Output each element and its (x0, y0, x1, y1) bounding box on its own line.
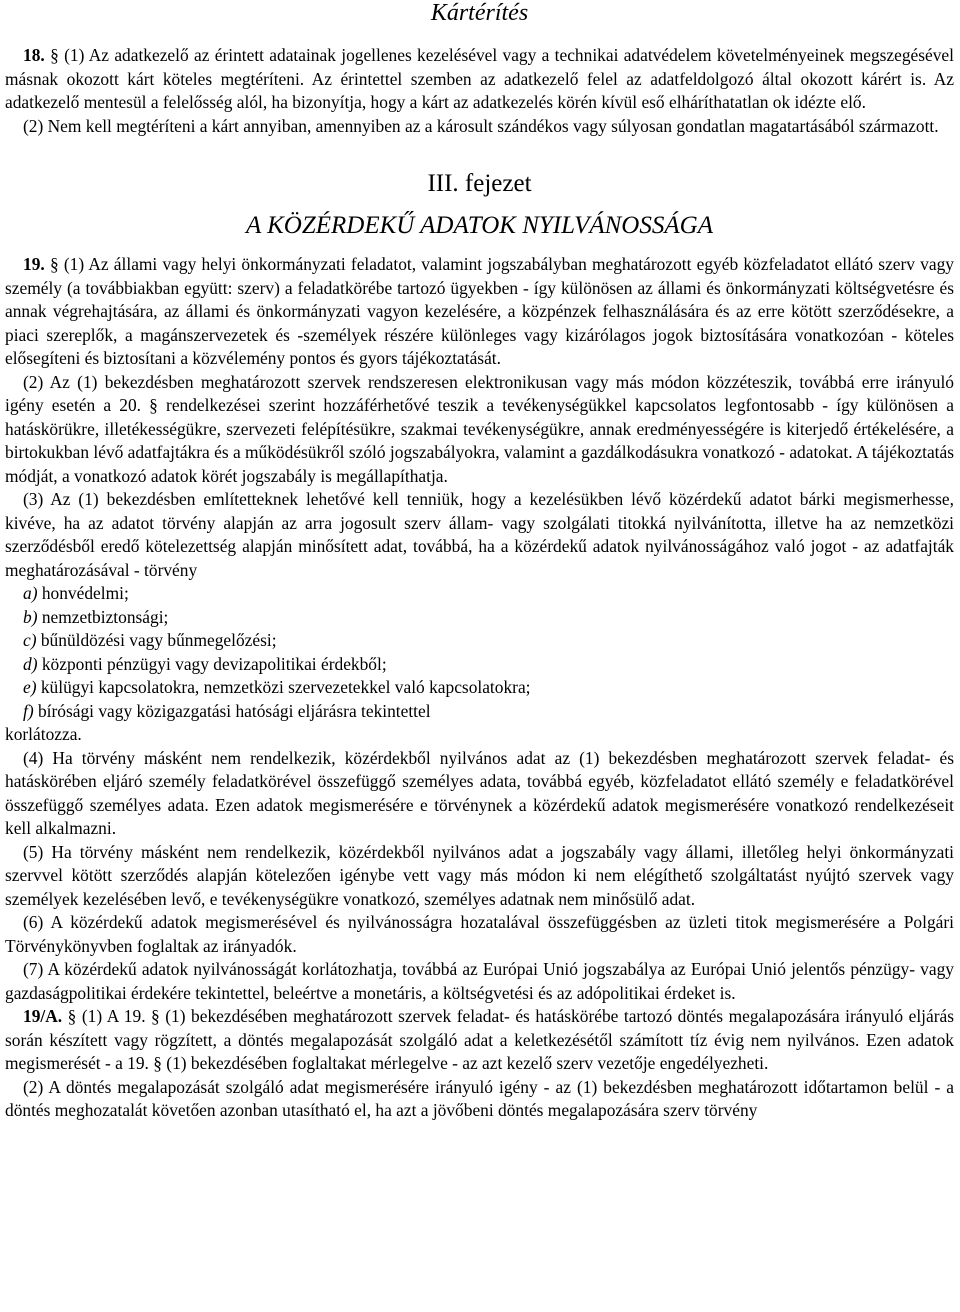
list-item-mark: c) (23, 630, 37, 650)
list-item (5, 700, 954, 724)
list-item (5, 653, 954, 677)
list-item (5, 629, 954, 653)
section-number-18: 18. (23, 45, 45, 65)
list-item-mark: f) (23, 700, 34, 721)
list-item-text: külügyi kapcsolatokra, nemzetközi szervezetekkel való kapcsolatokra; (36, 677, 531, 697)
list-item-text: központi pénzügyi vagy devizapolitikai érdekből; (37, 653, 387, 674)
paragraph-19-5: (5) Ha törvény másként nem rendelkezik, közérdekből nyilvános adat a jogszabály vagy állami, illetőleg helyi önkormányzati szervvel kötött szerződés alapján kötelezően igénybe vett vagy más módon ki nem elégíthető szolgáltatást nyújtó szervek vagy személyek kezelésében levő, e tevékenységükre vonatkozó, személyes adatnak nem minősülő adat. (5, 841, 954, 909)
paragraph-18-1-text: § (1) Az adatkezelő az érintett adatainak jogellenes kezelésével vagy a technikai adatvédelem követelményeinek megszegésével másnak okozott kárt köteles megtéríteni. Az érintettel szemben az adatkezelő felel az adatfeldolgozó által okozott kárért is. Az adatkezelő mentesül a felelősség alól, ha bizonyítja, hogy a kárt az adatkezelés körén kívül eső elháríthatatlan ok idézte elő. (5, 45, 954, 112)
paragraph-19-7: (7) A közérdekű adatok nyilvánosságát korlátozhatja, továbbá az Európai Unió jogszabálya az Európai Unió jelentős pénzügy- vagy gazdaságpolitikai érdekére tekintettel, beleértve a monetáris, a költségvetési és az adópolitikai érdeket is. (5, 959, 954, 1003)
paragraph-19a-2: (2) A döntés megalapozását szolgáló adat megismerésére irányuló igény - az (1) bekezdésben meghatározott időtartamon belül - a döntés meghozatalát követően azonban utasítható el, ha azt a jövőbeni döntés megalapozására szerv törvény (5, 1076, 954, 1120)
paragraph-19a-1-text: § (1) A 19. § (1) bekezdésében meghatározott szervek feladat- és hatáskörébe tartozó döntés megalapozására irányuló eljárás során készített vagy rögzített, a döntés megalapozását szolgáló adat a keletkezésétől számított tíz évig nem nyilvános. Ezen adatok megismerését - a 19. § (1) bekezdésében foglaltakat mérlegelve - az azt kezelő szerv vezetője engedélyezheti. (5, 1006, 954, 1073)
list-item-text: honvédelmi; (37, 583, 129, 603)
list-item-mark: e) (23, 677, 37, 697)
paragraph-19-2: (2) Az (1) bekezdésben meghatározott szervek rendszeresen elektronikusan vagy más módon közzéteszik, továbbá erre irányuló igény esetén a 20. § rendelkezései szerint hozzáférhetővé teszik a tevékenységükkel kapcsolatos legfontosabb - így különösen a hatáskörükre, illetékességükre, szervezeti felépítésükre, szakmai tevékenységükre, annak eredményességére is kiterjedő értékelésére, a birtokukban lévő adatfajtákra és a működésükről szóló jogszabályokra, valamint a gazdálkodásukra vonatkozó - adatokat. A tájékoztatás módját, a vonatkozó adatok körét jogszabály is megállapíthatja. (5, 371, 954, 486)
list-item-text: nemzetbiztonsági; (37, 606, 169, 627)
paragraph-18-1 (5, 44, 954, 115)
list-conclusion: korlátozza. (5, 724, 82, 744)
list-item-mark: b) (23, 606, 38, 627)
list-item-mark: d) (23, 653, 38, 674)
paragraph-19a-1 (5, 1005, 954, 1076)
chapter-number: III. fejezet (427, 170, 532, 197)
paragraph-19-4: (4) Ha törvény másként nem rendelkezik, közérdekből nyilvános adat az (1) bekezdésben meghatározott szervek feladat- és hatáskörében eljáró személy feladatkörével összefüggő személyes adata, továbbá egyéb, közfeladatot ellátó személy e feladatkörével összefüggő személyes adata. Ezen adatok megismerésére e törvénynek a közérdekű adatok megismerésére vonatkozó rendelkezéseit kell alkalmazni. (5, 747, 954, 838)
paragraph-19-1 (5, 253, 954, 371)
list-item-mark: a) (23, 583, 38, 603)
list-item-text: bűnüldözési vagy bűnmegelőzési; (36, 630, 277, 650)
paragraph-19-3: (3) Az (1) bekezdésben említetteknek lehetővé kell tenniük, hogy a kezelésükben lévő közérdekű adatot bárki megismerhesse, kivéve, ha az adatot törvény alapján az arra jogosult szerv állam- vagy szolgálati titokká nyilvánította, illetve ha az nemzetközi szerződésből eredő kötelezettség alapján minősített adat, továbbá, ha a közérdekű adatok nyilvánosságához való jogot - az adatfajták meghatározásával - törvény (5, 489, 954, 580)
paragraph-18-2: (2) Nem kell megtéríteni a kárt annyiban, amennyiben az a károsult szándékos vagy súlyosan gondatlan magatartásából származott. (23, 115, 939, 136)
paragraph-19-1-text: § (1) Az állami vagy helyi önkormányzati feladatot, valamint jogszabályban meghatározott egyéb közfeladatot ellátó szerv vagy személy (a továbbiakban együtt: szerv) a feladatkörébe tartozó ügyekben - így különösen az állami és önkormányzati költségvetésre és annak végrehajtására, az állami és önkormányzati vagyon kezelésére, a közpénzek felhasználására és az erre kötött szerződésekre, a piaci szereplők, a magánszervezetek és -személyek részére különleges vagy kizárólagos jogok biztosítására vonatkozóan - köteles elősegíteni és biztosítani a közvélemény pontos és gyors tájékoztatását. (5, 254, 954, 368)
restriction-list (5, 582, 954, 723)
list-item (5, 582, 954, 606)
list-item-text: bírósági vagy közigazgatási hatósági eljárásra tekintettel (33, 700, 431, 721)
chapter-title: A KÖZÉRDEKŰ ADATOK NYILVÁNOSSÁGA (246, 212, 713, 239)
document-page (5, 0, 954, 1123)
list-item (5, 606, 954, 630)
paragraph-19-6: (6) A közérdekű adatok megismerésével és nyilvánosságra hozatalával összefüggésben az üzleti titok megismerésére a Polgári Törvénykönyvben foglaltak az irányadók. (5, 912, 954, 956)
section-title: Kártérítés (430, 0, 529, 26)
section-number-19a: 19/A. (23, 1006, 63, 1026)
list-item (5, 676, 954, 700)
section-number-19: 19. (23, 254, 45, 274)
